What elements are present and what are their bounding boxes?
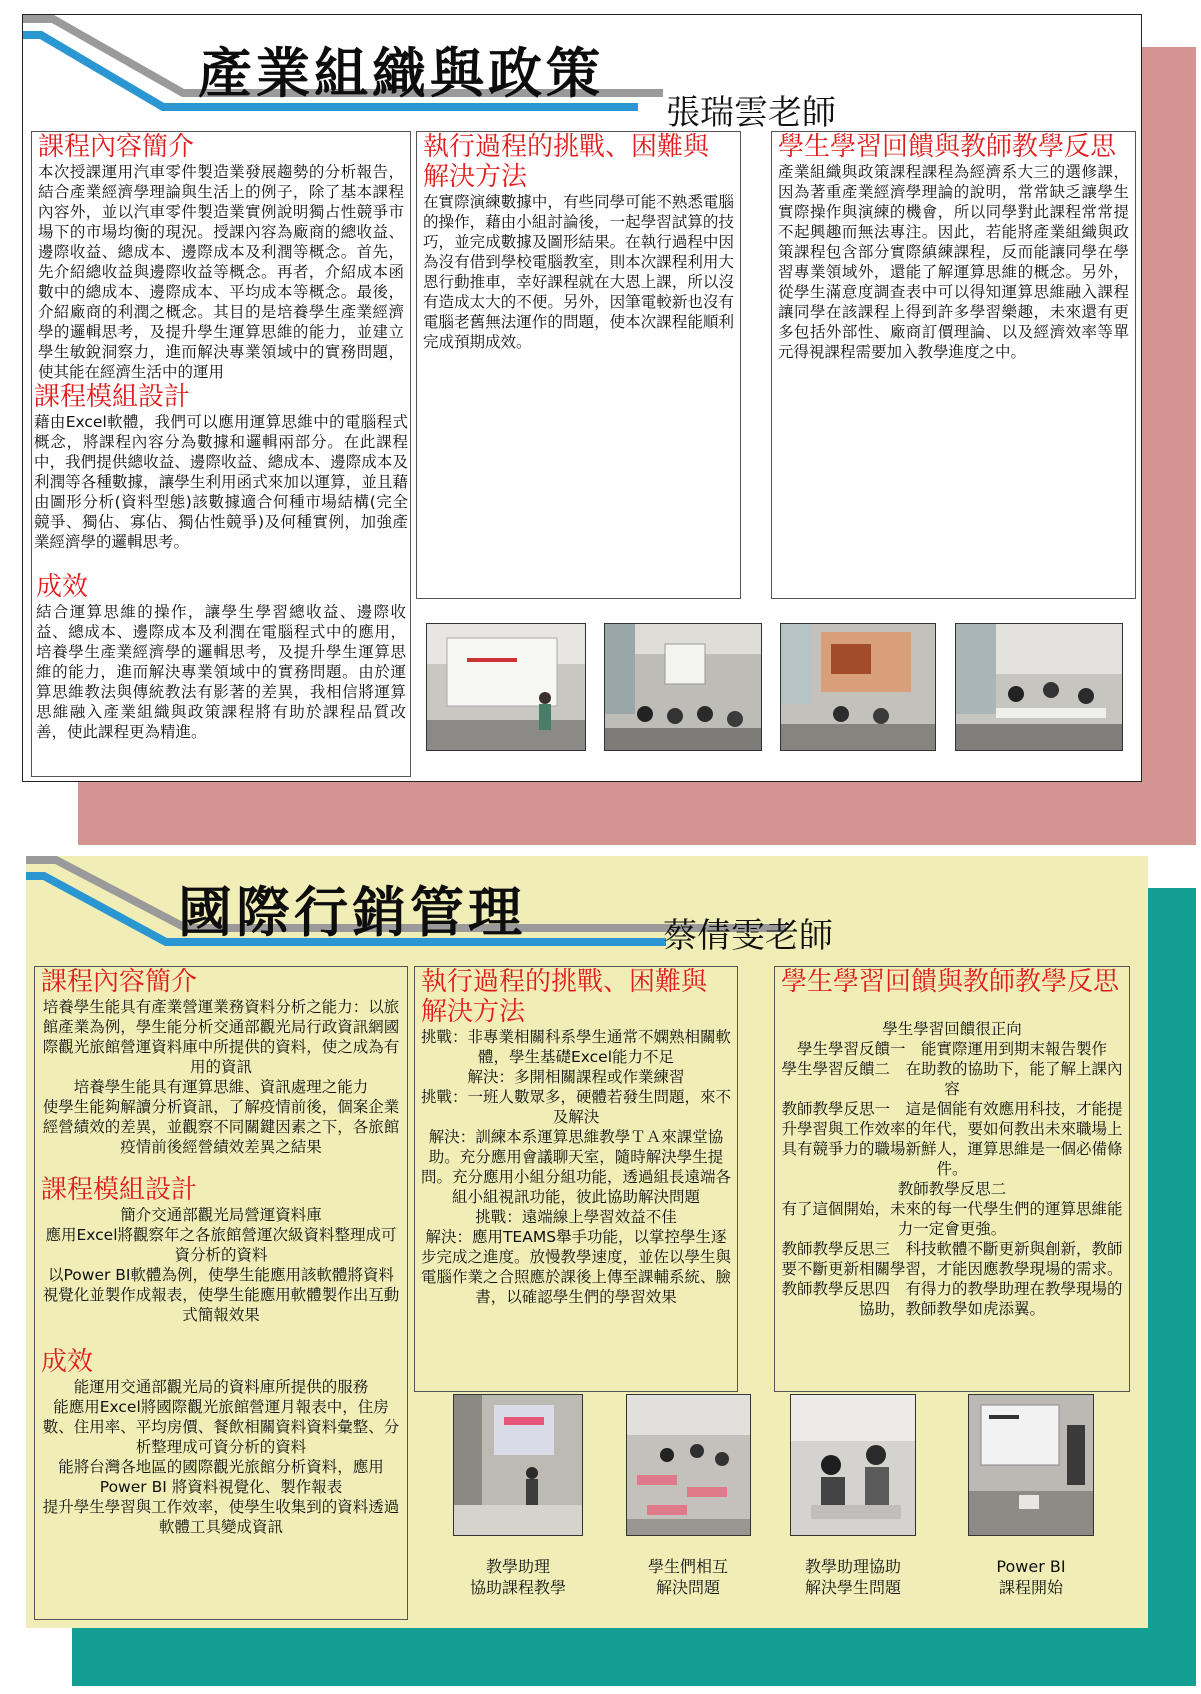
outcome-text: 結合運算思維的操作，讓學生學習總收益、邊際收益、總成本、邊際成本及利潤在電腦程式中的應用，培養學生產業經濟學的邏輯思考，及提升學生運算思維的能力，進而解決專業領域中的實務問題。由於運算思維教法與傳統教法有影著的差異，我相信將運算思維融入產業組織與政策課程將有助於課程品質改善，使此課程更為精進。 <box>36 603 406 741</box>
challenges-panel <box>414 966 738 1392</box>
caption-line: Power BI <box>996 1557 1066 1576</box>
text-line: 挑戰：一班人數眾多，硬體若發生問題，來不及解決 <box>421 1088 732 1126</box>
text-line: 能運用交通部觀光局的資料庫所提供的服務 <box>73 1378 369 1396</box>
module-design-text: 藉由Excel軟體，我們可以應用運算思維中的電腦程式概念，將課程內容分為數據和邏輯兩部分。在此課程中，我們提供總收益、邊際收益、總成本、邊際成本及利潤等各種數據，讓學生利用函式來加以運算，並且藉由圖形分析(資料型態)該數據適合何種市場結構(完全競爭、獨佔、寡佔、獨佔性競爭)及何種實例，加強產業經濟學的邏輯思考。 <box>34 413 408 551</box>
section-heading: 學生學習回饋與教師教學反思 <box>781 967 1120 997</box>
course-intro-section <box>35 967 407 1157</box>
teacher-name: 蔡倩雯老師 <box>663 916 833 956</box>
module-design-lines <box>41 1205 401 1325</box>
module-design-section <box>32 382 410 552</box>
section-heading: 課程內容簡介 <box>38 132 195 162</box>
poster-title: 產業組織與政策 <box>198 42 604 105</box>
ta-helping-students-photo <box>790 1394 916 1536</box>
text-line: 能將台灣各地區的國際觀光旅館分析資料，應用Power BI 將資料視覺化、製作報表 <box>58 1458 384 1496</box>
feedback-panel <box>774 966 1130 1392</box>
module-design-section <box>35 1157 407 1325</box>
course-intro-lines <box>41 997 401 1157</box>
challenges-panel <box>416 131 741 599</box>
text-line: 使學生能夠解讀分析資訊，了解疫情前後，個案企業經營績效的差異，並觀察不同關鍵因素之下，各旅館疫情前後經營績效差異之結果 <box>42 1098 400 1156</box>
text-line: 培養學生能具有運算思維、資訊處理之能力 <box>73 1078 369 1096</box>
text-line: 培養學生能具有產業營運業務資料分析之能力：以旅館產業為例，學生能分析交通部觀光局行政資訊網國際觀光旅館營運資料庫中所提供的資料，使之成為有用的資訊 <box>42 998 400 1076</box>
photo-caption <box>941 1556 1121 1598</box>
outcome-section <box>35 1325 407 1537</box>
photo-caption <box>428 1556 608 1598</box>
text-line: 簡介交通部觀光局營運資料庫 <box>120 1206 322 1224</box>
text-line: 能應用Excel將國際觀光旅館營運月報表中，住房數、住用率、平均房價、餐飲相關資料資料彙整、分析整理成可資分析的資料 <box>42 1398 400 1456</box>
photo-caption <box>763 1556 943 1598</box>
feedback-text: 產業組織與政策課程課程為經濟系大三的選修課，因為著重產業經濟學理論的說明，常常缺乏讓學生實際操作與演練的機會，所以同學對此課程常常提不起興趣而無法專注。因此，若能將產業組織與政策課程包含部分實際縝練課程，反而能讓同學在學習專業領域外，還能了解運算思維的概念。另外，從學生滿意度調查表中可以得知運算思維融入課程讓同學在該課程上得到許多學習樂趣，未來還有更多包括外部性、廠商訂價理論、以及經濟效率等單元得視課程需要加入教學進度之中。 <box>778 163 1129 361</box>
feedback-lines <box>781 1019 1123 1319</box>
poster1 <box>22 14 1142 782</box>
text-line: 應用Excel將觀察年之各旅館營運次級資料整理成可資分析的資料 <box>45 1226 397 1264</box>
text-line: 教師教學反思一 這是個能有效應用科技，才能提升學習與工作效率的年代，要如何教出未來職場上具有競爭力的職場新鮮人，運算思維是一個必備條件。 <box>781 1100 1123 1178</box>
text-line: 教師教學反思四 有得力的教學助理在教學現場的協助，教師教學如虎添翼。 <box>781 1280 1123 1318</box>
section-heading: 成效 <box>36 572 89 602</box>
section-heading: 課程內容簡介 <box>41 967 198 997</box>
course-intro-section <box>32 132 410 382</box>
projector-slide-photo <box>780 623 936 751</box>
poster-title: 國際行銷管理 <box>178 881 526 944</box>
caption-line: 解決問題 <box>655 1578 720 1597</box>
text-line: 學生學習反饋一 能實際運用到期末報告製作 <box>796 1040 1107 1058</box>
students-working-photo <box>955 623 1123 751</box>
challenges-lines <box>421 1027 731 1307</box>
text-line: 挑戰：非專業相關科系學生通常不嫻熟相關軟體，學生基礎Excel能力不足 <box>421 1028 732 1066</box>
challenges-text: 在實際演練數據中，有些同學可能不熟悉電腦的操作，藉由小組討論後，一起學習試算的技巧，並完成數據及圖形結果。在執行過程中因為沒有借到學校電腦教室，則本次課程利用大恩行動推車，幸好課程就在大恩上課，所以沒有造成太大的不便。另外，因筆電較新也沒有電腦老舊無法運作的問題，使本次課程能順利完成預期成效。 <box>423 193 734 351</box>
students-helping-photo <box>626 1394 751 1536</box>
text-line: 教師教學反思三 科技軟體不斷更新與創新，教師要不斷更新相關學習，才能因應教學現場的需求。 <box>781 1240 1123 1278</box>
text-line: 有了這個開始，未來的每一代學生們的運算思維能力一定會更強。 <box>781 1200 1123 1238</box>
classroom-students-photo <box>604 623 762 751</box>
outcome-lines <box>41 1377 401 1537</box>
text-line: 學生學習反饋二 在助教的協助下，能了解上課內容 <box>781 1060 1123 1098</box>
text-line: 學生學習回饋很正向 <box>882 1020 1022 1038</box>
section-heading: 課程模組設計 <box>34 382 191 412</box>
ta-assisting-photo <box>453 1394 583 1536</box>
teacher-name: 張瑞雲老師 <box>666 93 836 133</box>
text-line: 解決：訓練本系運算思維教學ＴＡ來課堂協助。充分應用會議聊天室，隨時解決學生提問。充分應用小組分組功能，透過組長遠端各組小組視訊功能，彼此協助解決問題 <box>421 1128 732 1206</box>
caption-line: 解決學生問題 <box>804 1578 901 1597</box>
classroom-lecture-photo <box>426 623 586 751</box>
caption-line: 協助課程教學 <box>469 1578 566 1597</box>
course-intro-text: 本次授課運用汽車零件製造業發展趨勢的分析報告，結合產業經濟學理論與生活上的例子，除了基本課程內容外，並以汽車零件製造業實例說明獨占性競爭市場下的市場均衡的現況。授課內容為廠商的總收益、邊際收益、總成本、邊際成本及利潤等概念。首先，先介紹總收益與邊際收益等概念。再者，介紹成本函數中的總成本、邊際成本、平均成本等概念。最後，介紹廠商的利潤之概念。其目的是培養學生產業經濟學的邏輯思考，及提升學生運算思維的能力，並建立學生敏銳洞察力，進而解決專業領域中的實務問題，使其能在經濟生活中的運用 <box>38 163 404 381</box>
caption-line: 學生們相互 <box>647 1557 728 1576</box>
section-heading: 成效 <box>41 1347 94 1377</box>
text-line: 提升學生學習與工作效率，使學生收集到的資料透過軟體工具變成資訊 <box>42 1498 400 1536</box>
section-heading: 執行過程的挑戰、困難與解決方法 <box>423 132 710 192</box>
text-line: 解決：多開相關課程或作業練習 <box>467 1068 685 1086</box>
text-line: 解決：應用TEAMS舉手功能，以掌控學生逐步完成之進度。放慢教學速度，並佐以學生與電腦作業之合照應於課後上傳至課輔系統、臉書，以確認學生們的學習效果 <box>421 1228 732 1306</box>
left-column-panel <box>34 966 408 1620</box>
power-bi-start-photo <box>968 1394 1094 1536</box>
section-heading: 執行過程的挑戰、困難與解決方法 <box>421 967 708 1027</box>
caption-line: 教學助理 <box>485 1557 550 1576</box>
feedback-panel <box>771 131 1136 599</box>
text-line: 教師教學反思二 <box>897 1180 1007 1198</box>
text-line: 以Power BI軟體為例，使學生能應用該軟體將資料視覺化並製作成報表，使學生能應用軟體製作出互動式簡報效果 <box>42 1266 400 1324</box>
section-heading: 課程模組設計 <box>41 1175 198 1205</box>
section-heading: 學生學習回饋與教師教學反思 <box>778 132 1117 162</box>
text-line: 挑戰：遠端線上學習效益不佳 <box>475 1208 677 1226</box>
outcome-section <box>32 552 410 742</box>
caption-line: 課程開始 <box>998 1578 1063 1597</box>
caption-line: 教學助理協助 <box>804 1557 901 1576</box>
left-column-panel <box>31 131 411 777</box>
poster2 <box>26 856 1148 1628</box>
photo-caption <box>598 1556 778 1598</box>
